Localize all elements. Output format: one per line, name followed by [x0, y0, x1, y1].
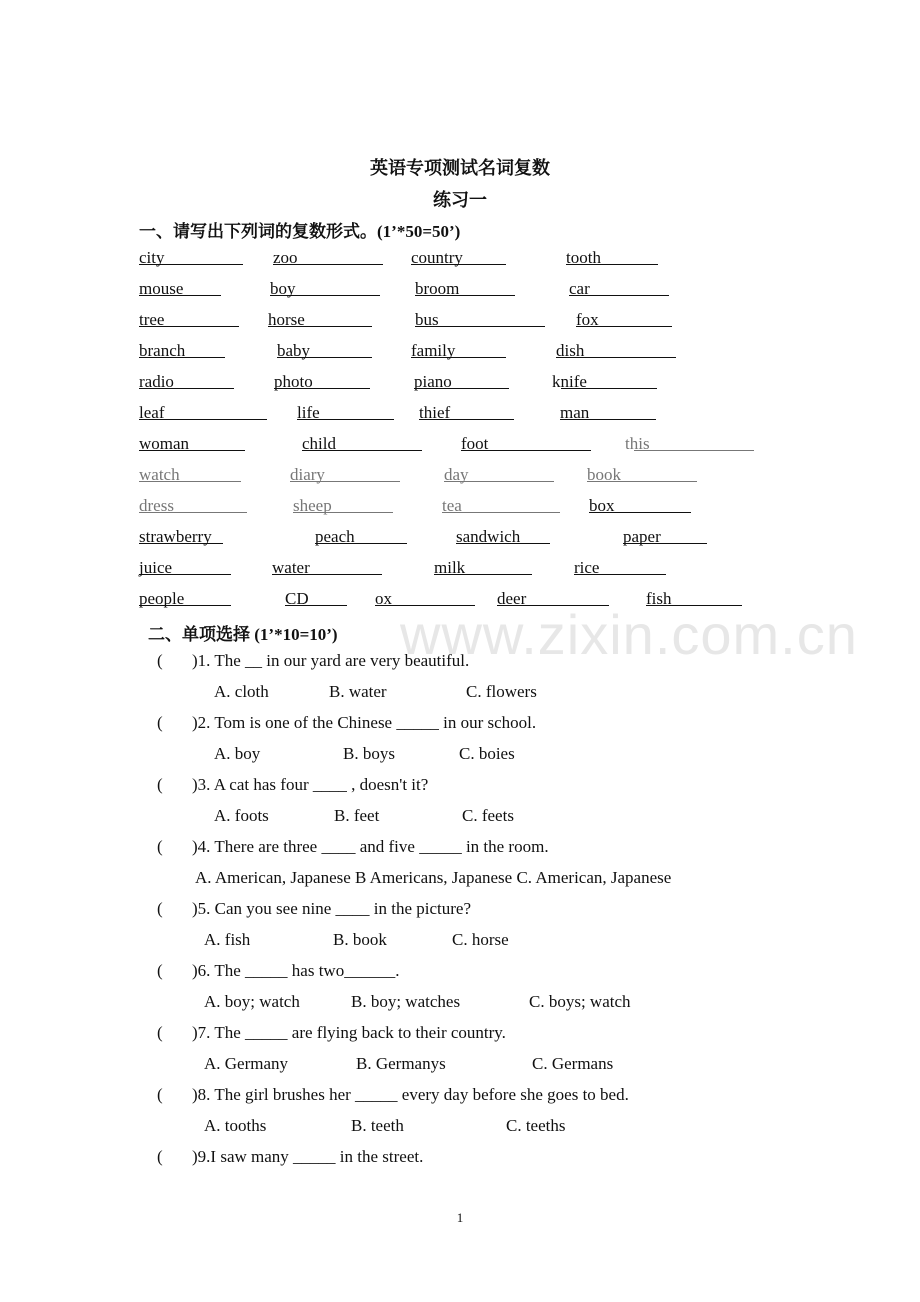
word-label: sheep [293, 496, 332, 515]
option-b[interactable]: B. boy; watches [351, 992, 461, 1011]
option-c[interactable]: C. boies [459, 744, 515, 763]
option-b[interactable]: B. Germanys [356, 1054, 446, 1073]
word-label: strawberry [139, 527, 212, 546]
answer-paren[interactable]: ( [157, 713, 163, 732]
word-label: day [444, 465, 469, 484]
question-text: )4. There are three ____ and five _____ in the room. [192, 837, 549, 856]
page-subtitle: 练习一 [433, 190, 487, 210]
question-text: )8. The girl brushes her _____ every day before she goes to bed. [192, 1085, 629, 1104]
word-label: milk [434, 558, 466, 577]
answer-paren[interactable]: ( [157, 899, 163, 918]
option-b[interactable]: B. water [329, 682, 387, 701]
question-text: )9.I saw many _____ in the street. [192, 1147, 424, 1166]
word-label: radio [139, 372, 174, 391]
answer-paren[interactable]: ( [157, 1147, 163, 1166]
word-label: paper [623, 527, 661, 546]
word-label: deer [497, 589, 527, 608]
word-label: city [139, 248, 165, 267]
word-label: box [589, 496, 615, 515]
word-label: family [411, 341, 456, 360]
word-label: this [625, 434, 650, 453]
word-label: foot [461, 434, 489, 453]
word-label: baby [277, 341, 311, 360]
option-b[interactable]: B. teeth [351, 1116, 404, 1135]
word-label: ox [375, 589, 392, 608]
option-c[interactable]: C. feets [462, 806, 514, 825]
word-label: book [587, 465, 621, 484]
word-label: photo [274, 372, 313, 391]
option-c[interactable]: C. Germans [532, 1054, 614, 1073]
word-label: thief [419, 403, 451, 422]
word-label: piano [414, 372, 452, 391]
word-label: fox [576, 310, 599, 329]
word-label: tree [139, 310, 165, 329]
word-label: life [297, 403, 320, 422]
word-label: diary [290, 465, 325, 484]
question-text: )6. The _____ has two______. [192, 961, 400, 980]
word-label: boy [270, 279, 296, 298]
word-label: child [302, 434, 336, 453]
option-line[interactable]: A. American, Japanese B Americans, Japanese C. American, Japanese [195, 868, 672, 887]
word-label: people [139, 589, 185, 608]
option-c[interactable]: C. teeths [506, 1116, 566, 1135]
option-c[interactable]: C. horse [452, 930, 509, 949]
option-a[interactable]: A. cloth [214, 682, 269, 701]
answer-paren[interactable]: ( [157, 837, 163, 856]
word-label: knife [552, 372, 587, 391]
option-a[interactable]: A. foots [214, 806, 269, 825]
page-number: 1 [456, 1210, 464, 1225]
word-label: horse [268, 310, 305, 329]
answer-paren[interactable]: ( [157, 1085, 163, 1104]
word-label: country [411, 248, 463, 267]
word-label: leaf [139, 403, 165, 422]
option-a[interactable]: A. tooths [204, 1116, 267, 1135]
question-text: )2. Tom is one of the Chinese _____ in our school. [192, 713, 537, 732]
option-b[interactable]: B. book [333, 930, 387, 949]
word-label: branch [139, 341, 186, 360]
question-text: )5. Can you see nine ____ in the picture? [192, 899, 472, 918]
option-c[interactable]: C. flowers [466, 682, 537, 701]
word-label: CD [285, 589, 309, 608]
word-label: woman [139, 434, 190, 453]
word-label: fish [646, 589, 672, 608]
answer-paren[interactable]: ( [157, 775, 163, 794]
question-text: )3. A cat has four ____ , doesn't it? [192, 775, 429, 794]
word-label: rice [574, 558, 600, 577]
section1-heading: 一、请写出下列词的复数形式。(1’*50=50’) [139, 222, 461, 241]
word-label: sandwich [456, 527, 521, 546]
word-label: dish [556, 341, 585, 360]
word-label: water [272, 558, 310, 577]
answer-paren[interactable]: ( [157, 961, 163, 980]
word-label: mouse [139, 279, 184, 298]
word-label: watch [139, 465, 180, 484]
word-label: zoo [273, 248, 298, 267]
word-label: bus [415, 310, 439, 329]
word-label: man [560, 403, 590, 422]
word-label: peach [315, 527, 355, 546]
answer-paren[interactable]: ( [157, 651, 163, 670]
page-title: 英语专项测试名词复数 [370, 158, 550, 178]
option-a[interactable]: A. boy [214, 744, 261, 763]
word-label: tea [442, 496, 462, 515]
word-label: dress [139, 496, 174, 515]
question-text: )1. The __ in our yard are very beautiful. [192, 651, 470, 670]
option-c[interactable]: C. boys; watch [529, 992, 631, 1011]
word-label: broom [415, 279, 460, 298]
option-a[interactable]: A. Germany [204, 1054, 289, 1073]
word-label: tooth [566, 248, 601, 267]
option-b[interactable]: B. feet [334, 806, 380, 825]
answer-blank[interactable] [634, 434, 754, 451]
word-label: car [569, 279, 590, 298]
section2-heading: 二、单项选择 (1’*10=10’) [148, 625, 338, 644]
option-b[interactable]: B. boys [343, 744, 395, 763]
watermark: www.zixin.com.cn [400, 603, 858, 666]
option-a[interactable]: A. fish [204, 930, 251, 949]
word-label: juice [139, 558, 173, 577]
answer-paren[interactable]: ( [157, 1023, 163, 1042]
question-text: )7. The _____ are flying back to their country. [192, 1023, 506, 1042]
option-a[interactable]: A. boy; watch [204, 992, 300, 1011]
